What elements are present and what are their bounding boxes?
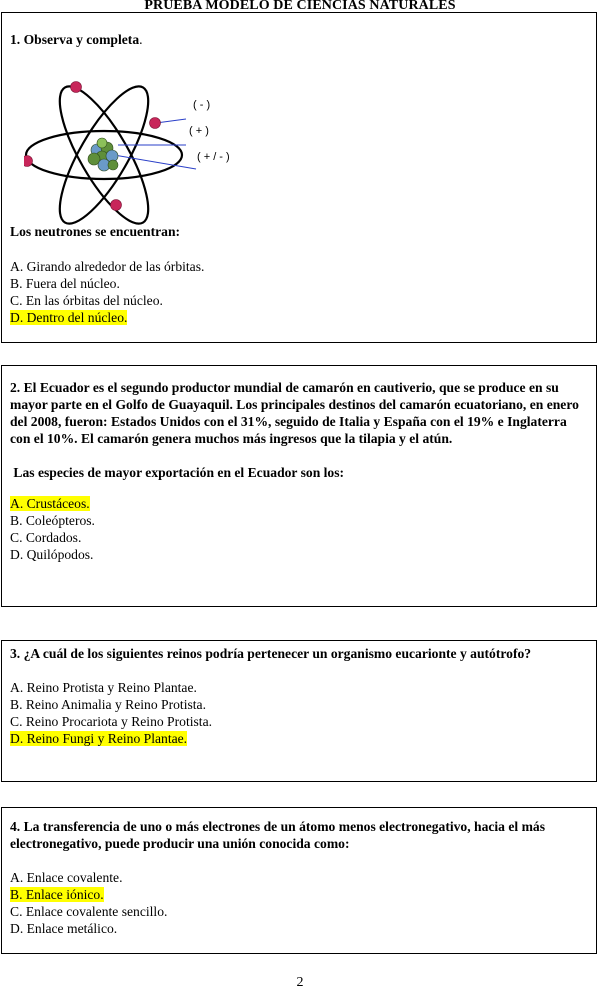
- atom-diagram: [24, 65, 264, 230]
- question-1-box: [1, 12, 597, 343]
- option-4d: D. Enlace metálico.: [10, 921, 118, 936]
- option-1a: A. Girando alrededor de las órbitas.: [10, 259, 205, 274]
- option-4c: C. Enlace covalente sencillo.: [10, 904, 168, 919]
- label-proton: ( + ): [189, 125, 209, 137]
- option-1b: B. Fuera del núcleo.: [10, 276, 120, 291]
- option-3b: B. Reino Animalia y Reino Protista.: [10, 697, 206, 712]
- option-2b: B. Coleópteros.: [10, 513, 95, 528]
- question-1-prompt-text: 1. Observa y completa: [10, 32, 140, 47]
- page-title: PRUEBA MODELO DE CIENCIAS NATURALES: [144, 0, 456, 13]
- question-1-options: [10, 258, 204, 326]
- question-1-prompt-end: .: [139, 32, 143, 47]
- question-1-text: Los neutrones se encuentran:: [10, 224, 181, 239]
- pointer-line-neutron: [114, 155, 196, 169]
- electron-2: [24, 156, 33, 167]
- question-2-text: Las especies de mayor exportación en el Ecuador son los:: [10, 465, 345, 480]
- question-3-options: [10, 679, 588, 747]
- page-number: 2: [296, 975, 304, 990]
- question-3-stem: 3. ¿A cuál de los siguientes reinos podría pertenecer un organismo eucarionte y autótrofo?: [10, 646, 532, 661]
- option-1c: C. En las órbitas del núcleo.: [10, 293, 163, 308]
- option-4a: A. Enlace covalente.: [10, 870, 123, 885]
- question-1-prompt: [10, 31, 143, 48]
- label-electron: ( - ): [193, 99, 211, 111]
- electron-3: [71, 82, 82, 93]
- question-4-options: [10, 869, 588, 937]
- option-2d: D. Quilópodos.: [10, 547, 94, 562]
- option-3a: A. Reino Protista y Reino Plantae.: [10, 680, 197, 695]
- electron-4: [111, 200, 122, 211]
- question-3-box: [1, 640, 597, 782]
- electron-1: [150, 118, 161, 129]
- nucleus: [88, 138, 118, 171]
- option-2a: A. Crustáceos.: [10, 496, 90, 511]
- question-2-box: [1, 365, 597, 607]
- question-4-box: [1, 807, 597, 954]
- option-1d: D. Dentro del núcleo.: [10, 310, 128, 325]
- question-2-stem: 2. El Ecuador es el segundo productor mundial de camarón en cautiverio, que se produce en su mayor parte en el Golfo de Guayaquil. Los principales destinos del camarón ecuatoriano, en enero del 2008, fueron: Estados Unidos con el 31%, seguido de Italia y España con el 19% e Inglaterra con el 10%. El camarón genera muchos más ingresos que la tilapia y el atún.: [10, 380, 579, 446]
- option-2c: C. Cordados.: [10, 530, 82, 545]
- question-2-options: [10, 495, 588, 563]
- question-4-stem: 4. La transferencia de uno o más electrones de un átomo menos electronegativo, hacia el más electronegativo, puede producir una unión conocida como:: [10, 819, 546, 851]
- option-4b: B. Enlace iónico.: [10, 887, 104, 902]
- label-neutron: ( + / - ): [197, 151, 230, 163]
- option-3c: C. Reino Procariota y Reino Protista.: [10, 714, 212, 729]
- option-3d: D. Reino Fungi y Reino Plantae.: [10, 731, 188, 746]
